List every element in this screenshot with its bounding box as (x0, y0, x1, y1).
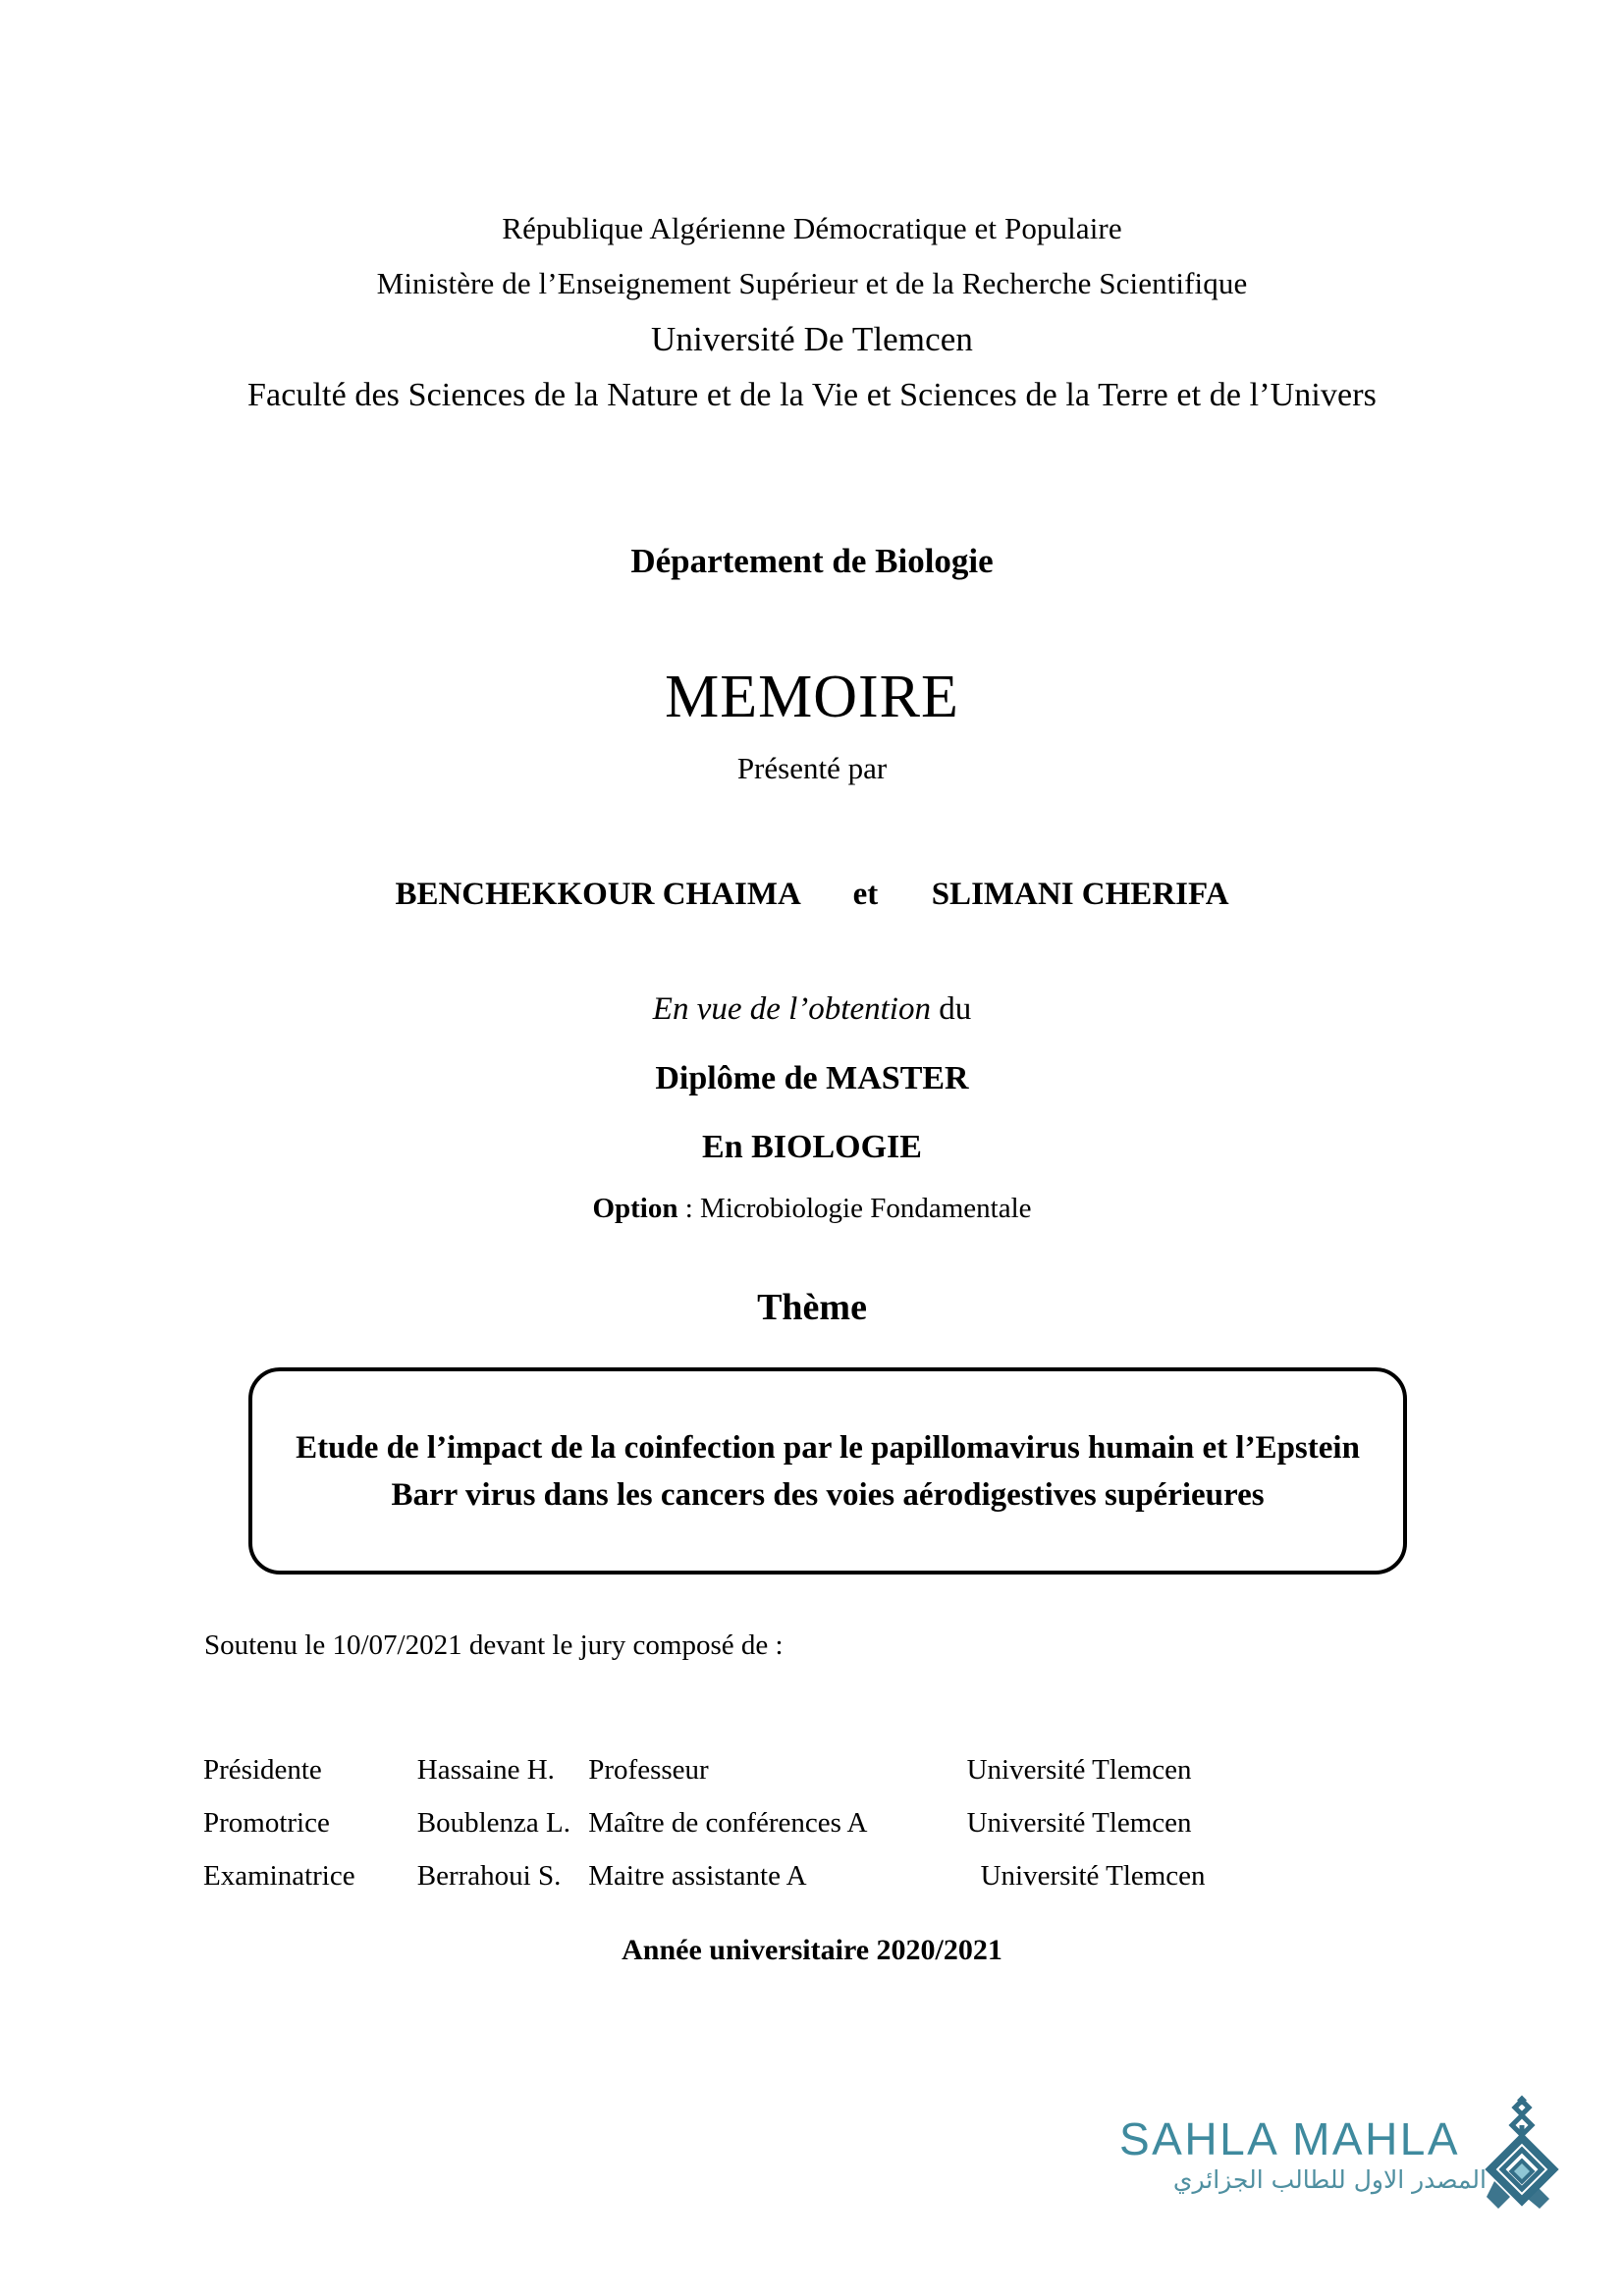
degree-intro-italic: En vue de l’obtention (652, 991, 931, 1027)
table-row (203, 1796, 1421, 1849)
degree-intro-rest: du (930, 991, 972, 1027)
header-line-republic: République Algérienne Démocratique et Populaire (502, 211, 1122, 245)
academic-year: Année universitaire 2020/2021 (622, 1934, 1002, 1966)
jury-affiliation: Université Tlemcen (980, 1860, 1206, 1892)
theme-title-box (248, 1367, 1407, 1575)
department-title: Département de Biologie (630, 542, 994, 580)
degree-field-line: En BIOLOGIE (702, 1129, 922, 1165)
jury-role: Présidente (203, 1754, 322, 1786)
jury-name: Boublenza L. (416, 1807, 571, 1839)
degree-option-line (177, 1193, 1447, 1225)
jury-grade: Maître de conférences A (588, 1807, 868, 1839)
logo-wordmark: SAHLA MAHLA (1119, 2113, 1461, 2164)
jury-grade: Professeur (588, 1754, 709, 1786)
jury-name: Hassaine H. (416, 1754, 555, 1786)
author-name-second: SLIMANI CHERIFA (931, 877, 1229, 912)
jury-role: Promotrice (203, 1807, 330, 1839)
header-line-university: Université De Tlemcen (650, 320, 973, 358)
logo-tagline-arabic: المصدر الاول للطالب الجزائري (1172, 2165, 1487, 2194)
authors-conjunction: et (852, 877, 879, 912)
degree-intro-line (177, 991, 1447, 1028)
option-value: : Microbiologie Fondamentale (677, 1193, 1032, 1224)
diamond-ornament-icon (1485, 2095, 1561, 2211)
jury-role: Examinatrice (203, 1860, 355, 1892)
header-line-faculty: Faculté des Sciences de la Nature et de la Vie et Sciences de la Terre et de l’Univers (247, 377, 1377, 413)
table-row (203, 1849, 1421, 1902)
theme-heading: Thème (757, 1287, 867, 1328)
institution-header (177, 201, 1447, 423)
header-line-ministry: Ministère de l’Enseignement Supérieur et de la Recherche Scientifique (376, 266, 1248, 300)
degree-diploma-line: Diplôme de MASTER (655, 1060, 969, 1096)
jury-table (203, 1743, 1421, 1902)
authors-line (177, 877, 1447, 913)
table-row (203, 1743, 1421, 1796)
theme-title-text: Etude de l’impact de la coinfection par le papillomavirus humain et l’Epstein Barr virus dans les cancers des voies aérodigestives supérieures (296, 1429, 1360, 1513)
sahla-mahla-logo (1119, 2101, 1551, 2238)
jury-name: Berrahoui S. (416, 1860, 562, 1892)
document-type-title: MEMOIRE (665, 664, 959, 730)
jury-affiliation: Université Tlemcen (966, 1754, 1192, 1786)
option-label: Option (592, 1193, 678, 1224)
defense-statement: Soutenu le 10/07/2021 devant le jury composé de : (204, 1629, 784, 1661)
jury-grade: Maitre assistante A (588, 1860, 807, 1892)
presented-by-label: Présenté par (736, 751, 888, 785)
jury-affiliation: Université Tlemcen (966, 1807, 1192, 1839)
author-name-first: BENCHEKKOUR CHAIMA (395, 877, 800, 912)
